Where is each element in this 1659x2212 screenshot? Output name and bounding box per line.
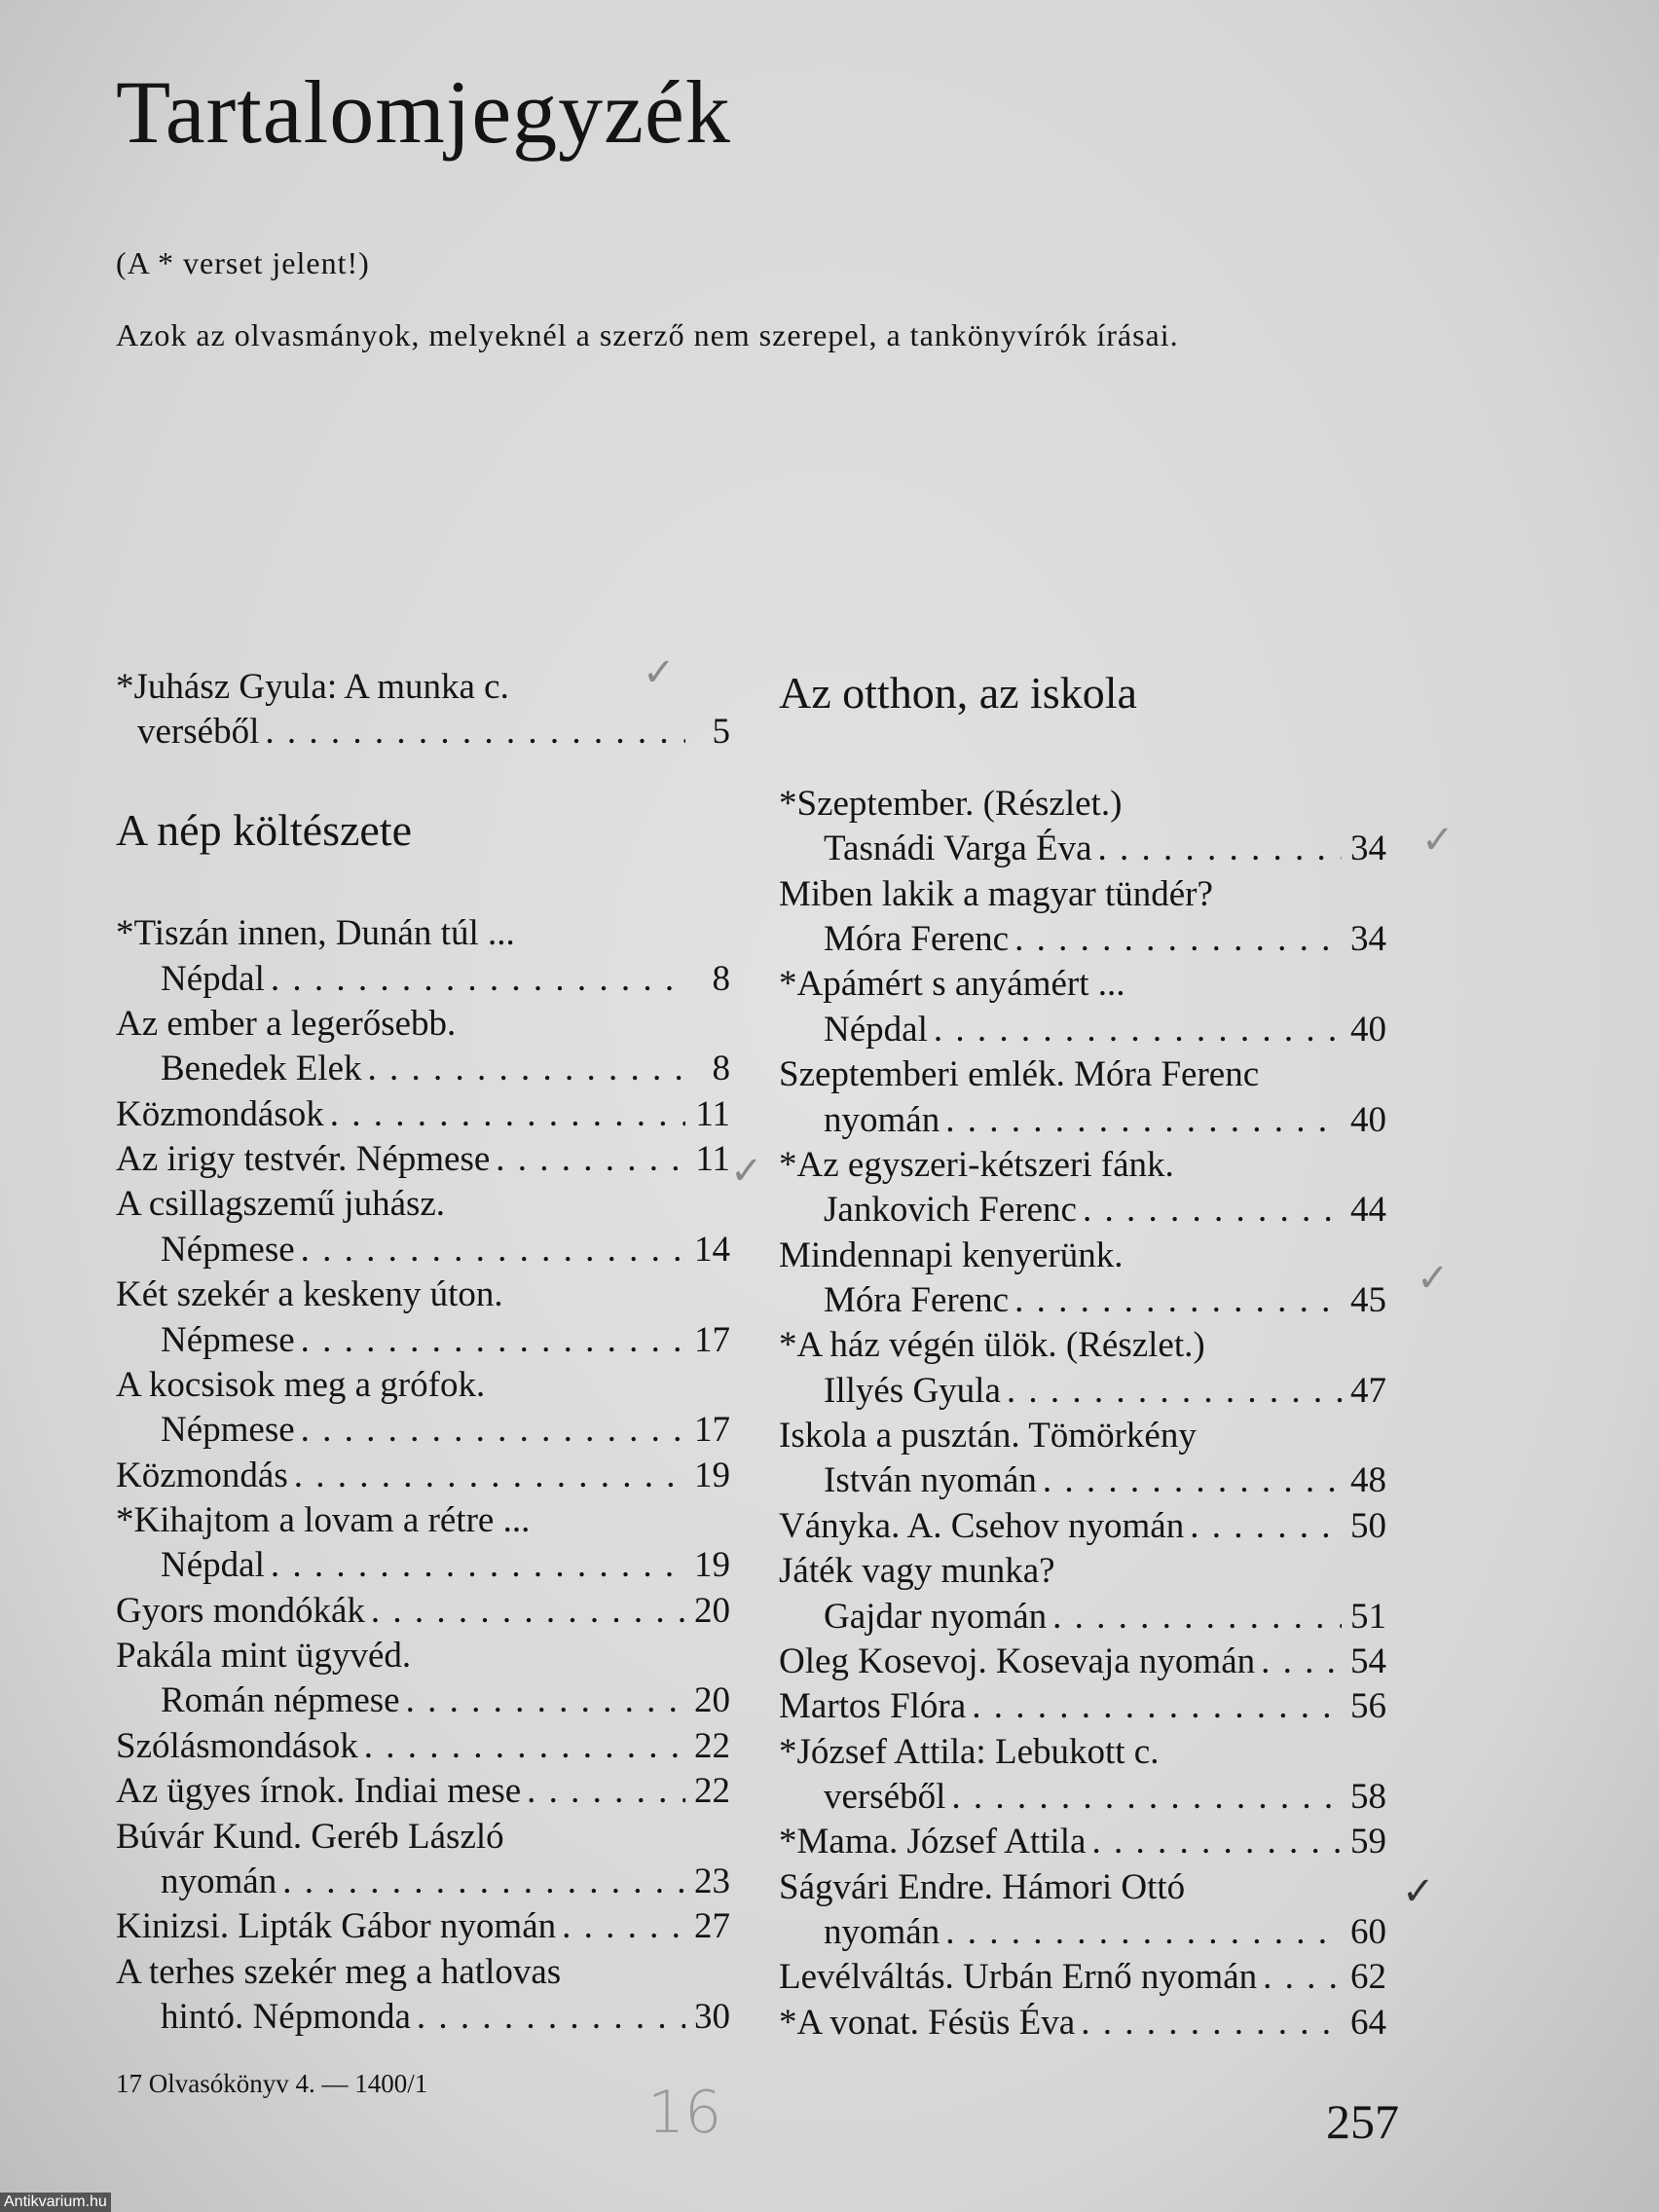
dot-leader <box>271 1543 685 1588</box>
note-authors: Azok az olvasmányok, melyeknél a szerző nem szerepel, a tankönyvírók írásai. <box>116 317 1179 352</box>
toc-entry-line <box>116 957 730 1002</box>
dot-leader <box>282 1860 685 1904</box>
dot-leader <box>945 1910 1342 1955</box>
entry-title: verséből <box>824 1777 946 1818</box>
entry-page-number: 17 <box>694 1319 730 1360</box>
entry-title: *Apámért s anyámért ... <box>779 964 1125 1005</box>
check-mark-icon: ✓ <box>1417 1256 1450 1301</box>
entry-page-number: 22 <box>694 1725 730 1766</box>
entry-page-number: 48 <box>1350 1460 1386 1501</box>
entry-page-number: 50 <box>1350 1505 1386 1546</box>
dot-leader <box>1081 2001 1342 2046</box>
entry-title: *A ház végén ülök. (Részlet.) <box>779 1325 1205 1366</box>
check-mark-icon: ✓ <box>1421 818 1455 863</box>
entry-title: Népmese <box>161 1319 295 1360</box>
toc-entry-line <box>116 1182 730 1227</box>
entry-title: Iskola a pusztán. Tömörkény <box>779 1416 1197 1456</box>
entry-page-number: 19 <box>694 1545 730 1586</box>
dot-leader <box>496 1137 685 1182</box>
entry-title: István nyomán <box>824 1460 1037 1501</box>
entry-page-number: 22 <box>694 1771 730 1812</box>
toc-entry-line <box>779 1234 1386 1278</box>
toc-entry-line <box>779 1775 1386 1820</box>
page-title: Tartalomjegyzék <box>116 62 731 162</box>
dot-leader <box>371 1589 685 1634</box>
toc-entry-line <box>779 1188 1386 1233</box>
entry-page-number: 47 <box>1350 1370 1386 1411</box>
toc-entry-line <box>779 1098 1386 1143</box>
toc-entry-line <box>116 1678 730 1723</box>
toc-entry-line <box>116 1272 730 1317</box>
entry-title: Illyés Gyula <box>824 1370 1001 1411</box>
toc-entry-line <box>116 1363 730 1408</box>
entry-title: Két szekér a keskeny úton. <box>116 1274 503 1315</box>
entry-page-number: 8 <box>712 1049 730 1089</box>
entry-page-number: 60 <box>1350 1912 1386 1953</box>
toc-entry-line <box>116 1634 730 1678</box>
toc-entry-line <box>116 1904 730 1949</box>
entry-title: Népmese <box>161 1410 295 1451</box>
toc-entry-line <box>116 1002 730 1047</box>
dot-leader <box>934 1008 1342 1052</box>
check-mark-icon: ✓ <box>643 650 676 695</box>
toc-entry-line <box>116 1543 730 1588</box>
entry-title: Közmondások <box>116 1093 324 1134</box>
dot-leader <box>368 1047 686 1091</box>
entry-title: Román népmese <box>161 1680 400 1721</box>
entry-title: A kocsisok meg a grófok. <box>116 1364 486 1405</box>
entry-page-number: 11 <box>695 1093 730 1134</box>
toc-entry-line <box>116 1228 730 1272</box>
entry-title: Gyors mondókák <box>116 1590 365 1631</box>
toc-entry-line <box>779 2001 1386 2046</box>
entry-title: A terhes szekér meg a hatlovas <box>116 1951 562 1992</box>
dot-leader <box>1014 917 1342 962</box>
entry-title: *A vonat. Fésüs Éva <box>779 2002 1076 2043</box>
section-heading-nep-kolteszete: A nép költészete <box>116 805 413 855</box>
entry-page-number: 40 <box>1350 1099 1386 1140</box>
pencil-annotation: 16 <box>647 2079 722 2147</box>
dot-leader <box>1263 1955 1342 2000</box>
toc-entry-line <box>779 872 1386 917</box>
watermark: Antikvarium.hu <box>0 2193 111 2212</box>
dot-leader <box>1014 1278 1342 1323</box>
entry-title: Oleg Kosevoj. Kosevaja nyomán <box>779 1641 1256 1681</box>
entry-page-number: 40 <box>1350 1009 1386 1050</box>
check-mark-icon: ✓ <box>1402 1869 1435 1914</box>
toc-entry-line <box>779 1504 1386 1549</box>
entry-page-number: 8 <box>712 958 730 999</box>
entry-page-number: 56 <box>1350 1686 1386 1727</box>
entry-title: Ságvári Endre. Hámori Ottó <box>779 1866 1186 1907</box>
entry-title: Miben lakik a magyar tündér? <box>779 873 1213 914</box>
entry-title: Gajdar nyomán <box>824 1596 1048 1637</box>
entry-title: nyomán <box>161 1861 277 1901</box>
dot-leader <box>1083 1188 1342 1233</box>
entry-title: nyomán <box>824 1912 940 1953</box>
dot-leader <box>562 1904 685 1949</box>
dot-leader <box>1261 1640 1342 1684</box>
dot-leader <box>1043 1458 1342 1503</box>
toc-entry-line <box>779 827 1386 871</box>
entry-title: *Mama. József Attila <box>779 1822 1087 1862</box>
entry-title: Népmese <box>161 1229 295 1270</box>
toc-entry-line <box>779 917 1386 962</box>
entry-title: Levélváltás. Urbán Ernő nyomán <box>779 1957 1258 1998</box>
dot-leader <box>972 1684 1342 1729</box>
entry-page-number: 17 <box>694 1410 730 1451</box>
toc-entry-line <box>779 1458 1386 1503</box>
dot-leader <box>301 1408 685 1453</box>
dot-leader <box>271 957 685 1002</box>
entry-page-number: 20 <box>694 1680 730 1721</box>
entry-title: Közmondás <box>116 1455 288 1495</box>
dot-leader <box>265 710 685 755</box>
entry-title: *József Attila: Lebukott c. <box>779 1731 1160 1772</box>
toc-entry-line <box>116 1454 730 1498</box>
check-mark-icon: ✓ <box>730 1149 763 1194</box>
dot-leader <box>951 1775 1342 1820</box>
toc-entry-line <box>779 1008 1386 1052</box>
entry-title: Martos Flóra <box>779 1686 967 1727</box>
entry-title: Az ügyes írnok. Indiai mese <box>116 1771 522 1812</box>
entry-page-number: 54 <box>1350 1641 1386 1681</box>
dot-leader <box>1052 1595 1342 1640</box>
entry-page-number: 64 <box>1350 2002 1386 2043</box>
toc-entry-line <box>116 1724 730 1769</box>
entry-title: hintó. Népmonda <box>161 1997 411 2038</box>
entry-title: Móra Ferenc <box>824 919 1010 960</box>
toc-entry-line <box>779 1955 1386 2000</box>
entry-title: *Kihajtom a lovam a rétre ... <box>116 1500 531 1541</box>
entry-title: Mindennapi kenyerünk. <box>779 1235 1124 1275</box>
entry-page-number: 34 <box>1350 829 1386 869</box>
toc-entry-line <box>779 1278 1386 1323</box>
toc-entry-line <box>779 1595 1386 1640</box>
toc-entry-line <box>779 1369 1386 1414</box>
dot-leader <box>945 1098 1342 1143</box>
toc-entry-line <box>779 1549 1386 1594</box>
toc-entry-line <box>116 1498 730 1543</box>
footer-signature: 17 Olvasókönyv 4. — 1400/1 <box>116 2069 428 2098</box>
toc-entry-line <box>116 710 730 755</box>
dot-leader <box>1091 1820 1342 1864</box>
note-asterisk: (A * verset jelent!) <box>116 245 370 280</box>
entry-title: Búvár Kund. Geréb László <box>116 1816 504 1857</box>
entry-title: Kinizsi. Lipták Gábor nyomán <box>116 1906 557 1947</box>
entry-title: Az ember a legerősebb. <box>116 1003 457 1044</box>
entry-page-number: 23 <box>694 1861 730 1901</box>
entry-title: Benedek Elek <box>161 1049 362 1089</box>
dot-leader <box>1190 1504 1342 1549</box>
toc-entry-line <box>116 1408 730 1453</box>
entry-title: *Szeptember. (Részlet.) <box>779 783 1123 824</box>
toc-entry-line <box>779 1414 1386 1458</box>
entry-title: Pakála mint ügyvéd. <box>116 1636 412 1677</box>
toc-entry-line <box>779 782 1386 827</box>
toc-entry-line <box>779 1640 1386 1684</box>
toc-entry-line <box>779 1684 1386 1729</box>
dot-leader <box>1007 1369 1342 1414</box>
entry-title: *Tiszán innen, Dunán túl ... <box>116 913 515 954</box>
toc-entry-line <box>116 1092 730 1137</box>
entry-title: Népdal <box>824 1009 928 1050</box>
entry-title: nyomán <box>824 1099 940 1140</box>
entry-title: A csillagszemű juhász. <box>116 1184 446 1225</box>
toc-entry-line <box>116 1995 730 2040</box>
toc-entry-line <box>116 1137 730 1182</box>
toc-entry-line <box>116 911 730 956</box>
dot-leader <box>1098 827 1342 871</box>
toc-entry-line <box>779 1052 1386 1097</box>
entry-page-number: 58 <box>1350 1777 1386 1818</box>
entry-title: Népdal <box>161 1545 265 1586</box>
entry-title: Játék vagy munka? <box>779 1551 1055 1592</box>
dot-leader <box>417 1995 685 2040</box>
entry-page-number: 62 <box>1350 1957 1386 1998</box>
entry-title: Jankovich Ferenc <box>824 1190 1077 1231</box>
dot-leader <box>301 1228 685 1272</box>
dot-leader <box>406 1678 685 1723</box>
entry-title: *Juhász Gyula: A munka c. <box>116 666 509 707</box>
toc-entry-line <box>779 1865 1386 1910</box>
entry-title: Ványka. A. Csehov nyomán <box>779 1505 1185 1546</box>
entry-title: Népdal <box>161 958 265 999</box>
entry-page-number: 51 <box>1350 1596 1386 1637</box>
toc-entry-line <box>779 1910 1386 1955</box>
toc-entry-line <box>779 1730 1386 1775</box>
entry-page-number: 5 <box>712 712 730 753</box>
entry-page-number: 34 <box>1350 919 1386 960</box>
entry-page-number: 11 <box>695 1139 730 1180</box>
entry-title: Tasnádi Varga Éva <box>824 829 1092 869</box>
toc-entry-line <box>116 1047 730 1091</box>
entry-page-number: 20 <box>694 1590 730 1631</box>
entry-title: *Az egyszeri-kétszeri fánk. <box>779 1144 1174 1185</box>
toc-entry-line <box>116 1769 730 1814</box>
dot-leader <box>294 1454 685 1498</box>
toc-entry-line <box>779 962 1386 1007</box>
entry-page-number: 44 <box>1350 1190 1386 1231</box>
entry-page-number: 14 <box>694 1229 730 1270</box>
dot-leader <box>527 1769 685 1814</box>
toc-entry-line <box>116 1589 730 1634</box>
toc-entry-line <box>116 1860 730 1904</box>
toc-entry-line <box>116 1318 730 1363</box>
page-number: 257 <box>1326 2094 1399 2149</box>
toc-entry-line <box>116 1815 730 1860</box>
entry-title: Az irigy testvér. Népmese <box>116 1139 491 1180</box>
dot-leader <box>330 1092 685 1137</box>
entry-page-number: 45 <box>1350 1279 1386 1320</box>
toc-entry-line <box>116 1950 730 1995</box>
entry-title: Szeptemberi emlék. Móra Ferenc <box>779 1054 1260 1095</box>
section-heading-otthon-iskola: Az otthon, az iskola <box>779 668 1137 718</box>
entry-title: verséből <box>137 712 260 753</box>
toc-entry-line <box>779 1143 1386 1188</box>
entry-page-number: 59 <box>1350 1822 1386 1862</box>
entry-page-number: 19 <box>694 1455 730 1495</box>
dot-leader <box>364 1724 685 1769</box>
dot-leader <box>301 1318 685 1363</box>
toc-entry-line <box>116 665 730 710</box>
toc-entry-line <box>779 1323 1386 1368</box>
entry-page-number: 30 <box>694 1997 730 2038</box>
toc-entry-line <box>779 1820 1386 1864</box>
entry-title: Móra Ferenc <box>824 1279 1010 1320</box>
entry-title: Szólásmondások <box>116 1725 358 1766</box>
entry-page-number: 27 <box>694 1906 730 1947</box>
